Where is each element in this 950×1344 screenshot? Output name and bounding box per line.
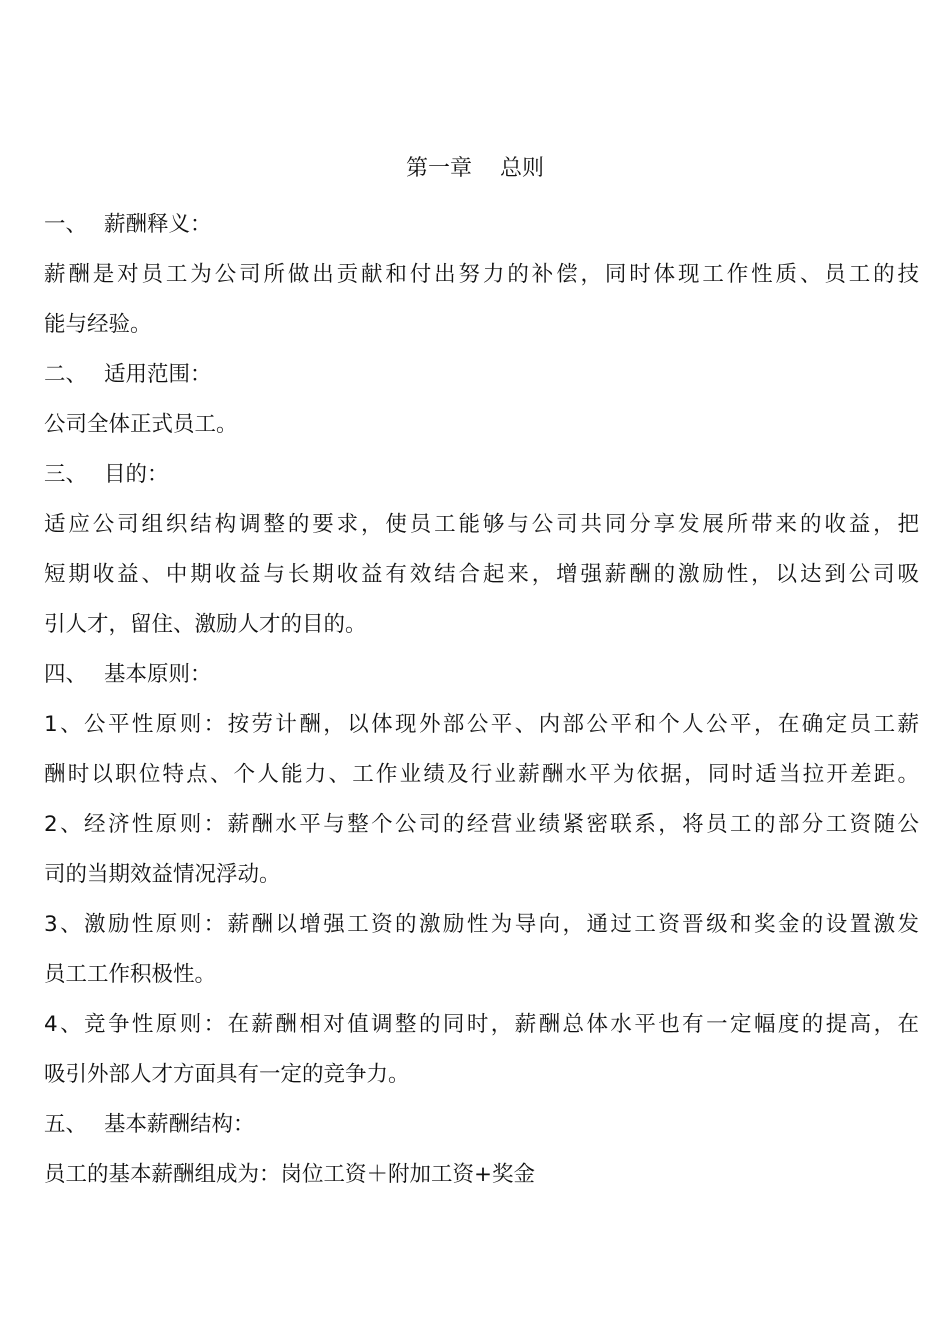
section-number: 四、	[44, 662, 88, 687]
chapter-title: 第一章 总则	[406, 156, 544, 181]
principle-line: 吸引外部人才方面具有一定的竞争力。	[44, 1062, 410, 1087]
section-number: 二、	[44, 362, 88, 387]
paragraph-line: 短期收益、中期收益与长期收益有效结合起来，增强薪酬的激励性，以达到公司吸	[44, 562, 919, 587]
section-heading-text: 基本原则：	[104, 662, 212, 687]
section-heading-3	[44, 450, 919, 500]
section-heading-text: 适用范围：	[104, 362, 212, 387]
paragraph-line: 引人才，留住、激励人才的目的。	[44, 612, 367, 637]
principle-line: 员工工作积极性。	[44, 962, 217, 987]
principle-line: 司的当期效益情况浮动。	[44, 862, 281, 887]
principle-line: 1、公平性原则：按劳计酬，以体现外部公平、内部公平和个人公平，在确定员工薪	[44, 712, 919, 737]
section-heading-5	[44, 1100, 919, 1150]
document-body	[44, 200, 919, 1200]
paragraph-line: 适应公司组织结构调整的要求，使员工能够与公司共同分享发展所带来的收益，把	[44, 512, 919, 537]
section-number: 三、	[44, 462, 88, 487]
section-heading-4	[44, 650, 919, 700]
principle-line: 2、经济性原则：薪酬水平与整个公司的经营业绩紧密联系，将员工的部分工资随公	[44, 812, 919, 837]
principle-line: 4、竞争性原则：在薪酬相对值调整的同时，薪酬总体水平也有一定幅度的提高，在	[44, 1012, 919, 1037]
section-heading-1	[44, 200, 919, 250]
section-heading-text: 基本薪酬结构：	[104, 1112, 255, 1137]
section-heading-text: 目的：	[104, 462, 169, 487]
paragraph-line: 薪酬是对员工为公司所做出贡献和付出努力的补偿，同时体现工作性质、员工的技	[44, 262, 919, 287]
section-number: 一、	[44, 212, 88, 237]
paragraph-line: 员工的基本薪酬组成为：岗位工资＋附加工资+奖金	[44, 1162, 536, 1187]
paragraph-line: 公司全体正式员工。	[44, 412, 238, 437]
paragraph-line: 能与经验。	[44, 312, 152, 337]
principle-line: 酬时以职位特点、个人能力、工作业绩及行业薪酬水平为依据，同时适当拉开差距。	[44, 762, 919, 787]
section-heading-text: 薪酬释义：	[104, 212, 212, 237]
section-heading-2	[44, 350, 919, 400]
section-number: 五、	[44, 1112, 88, 1137]
principle-line: 3、激励性原则：薪酬以增强工资的激励性为导向，通过工资晋级和奖金的设置激发	[44, 912, 919, 937]
